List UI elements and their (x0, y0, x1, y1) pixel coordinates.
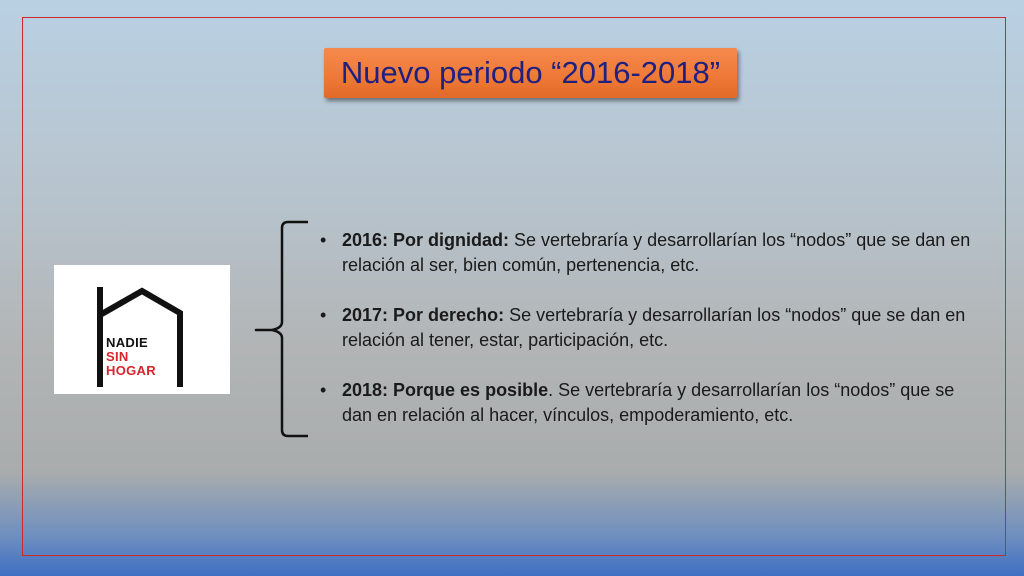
bullet-item-2018 (318, 378, 978, 428)
bullet-text: Se vertebraría y desarrollarían los “nodos” que se dan en relación al ser, bien común, pertenencia, etc. (342, 230, 971, 275)
bullet-text: Se vertebraría y desarrollarían los “nodos” que se dan en relación al tener, estar, participación, etc. (342, 305, 966, 350)
logo-line-2: SIN (106, 349, 129, 364)
bullet-dot: • (320, 230, 327, 250)
curly-brace (252, 218, 312, 440)
slide-title: Nuevo periodo “2016-2018” (324, 48, 737, 98)
bullet-dot: • (320, 305, 327, 325)
nadie-sin-hogar-logo (54, 265, 230, 394)
bullet-item-2016 (318, 228, 978, 278)
bullet-heading: 2016: Por dignidad: (342, 230, 510, 250)
logo-line-1: NADIE (106, 335, 148, 350)
bullet-heading: 2017: Por derecho: (342, 305, 505, 325)
bullet-text: . Se vertebraría y desarrollarían los “nodos” que se dan en relación al hacer, vínculos, empoderamiento, etc. (342, 380, 955, 425)
bullet-list (318, 228, 978, 453)
bullet-heading: 2018: Porque es posible (342, 380, 549, 400)
bullet-item-2017 (318, 303, 978, 353)
logo-line-3: HOGAR (106, 363, 156, 378)
bullet-dot: • (320, 380, 327, 400)
